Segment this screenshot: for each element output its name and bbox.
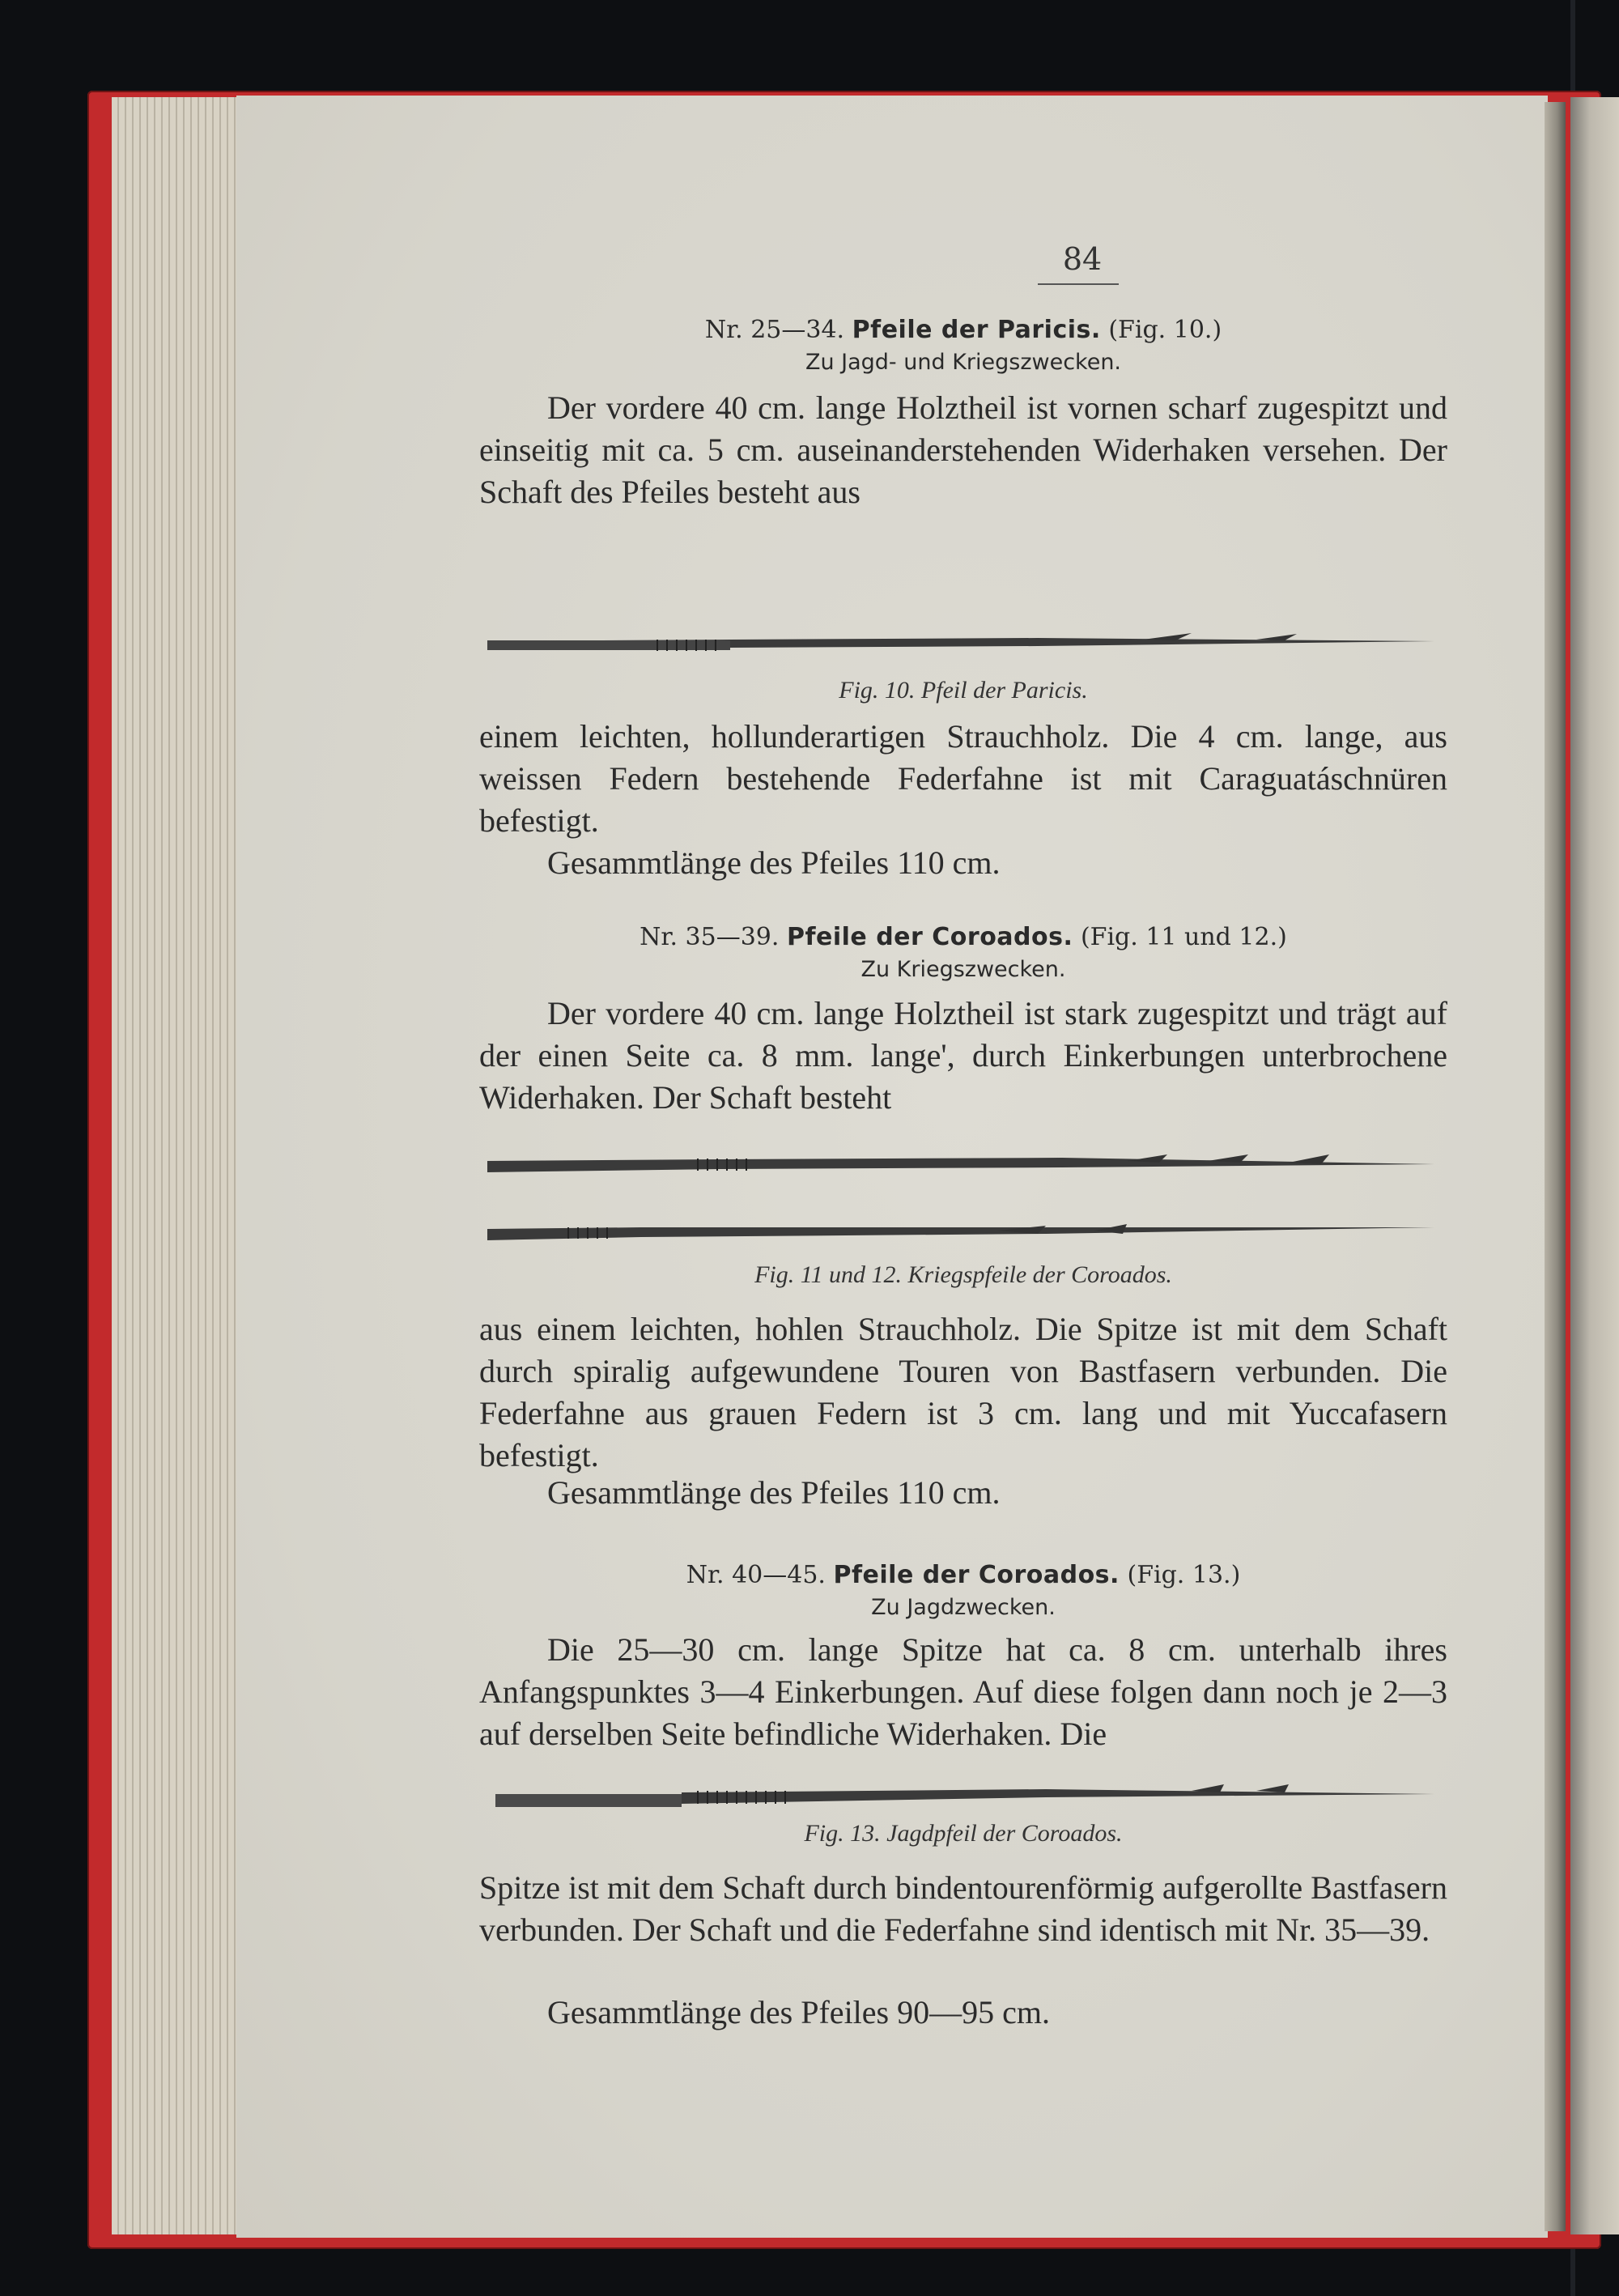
arrow-figure-12 [479, 1216, 1451, 1252]
entry-purpose: Zu Kriegszwecken. [860, 957, 1066, 982]
entry-heading [479, 314, 1447, 379]
entry-purpose: Zu Jagd- und Kriegszwecken. [805, 350, 1122, 375]
arrow-figure-13 [479, 1779, 1451, 1812]
entry-figure-ref: (Fig. 11 und 12.) [1080, 923, 1287, 951]
book-page [236, 96, 1548, 2238]
entry-number: Nr. 25—34. [704, 316, 845, 344]
entry-figure-ref: (Fig. 10.) [1108, 316, 1222, 344]
entry-number: Nr. 40—45. [686, 1561, 826, 1589]
paragraph: Gesammtlänge des Pfeiles 110 cm. [547, 844, 1001, 881]
entry-heading [479, 1559, 1447, 1624]
entry-number: Nr. 35—39. [640, 923, 780, 951]
page-right-edge [1545, 102, 1566, 2231]
entry-name: Pfeile der Coroados. [833, 1561, 1120, 1589]
figure-caption: Fig. 13. Jagdpfeil der Coroados. [804, 1820, 1123, 1847]
paragraph: Gesammtlänge des Pfeiles 90—95 cm. [547, 1994, 1050, 2030]
paragraph: Spitze ist mit dem Schaft durch bindentourenförmig aufgerollte Bastfasern verbunden. Der Schaft und die Federfahne sind identisch mit Nr. 35—39. [479, 1869, 1447, 1948]
paragraph: einem leichten, hollunderartigen Strauchholz. Die 4 cm. lange, aus weissen Federn bestehende Federfahne ist mit Caraguatáschnüren befestigt. [479, 718, 1447, 839]
arrow-figure-10 [479, 627, 1451, 662]
entry-figure-ref: (Fig. 13.) [1127, 1561, 1241, 1589]
page-number: 84 [1062, 241, 1103, 277]
paragraph: aus einem leichten, hohlen Strauchholz. Die Spitze ist mit dem Schaft durch spiralig aufgewundene Touren von Bastfasern verbunden. Die Federfahne aus grauen Federn ist 3 cm. lang und mit Yuccafasern befestigt. [479, 1311, 1447, 1473]
page-edges [112, 97, 241, 2234]
paragraph: Der vordere 40 cm. lange Holztheil ist vornen scharf zugespitzt und einseitig mit ca. 5 cm. auseinanderstehenden Widerhaken versehen. Der Schaft des Pfeiles besteht aus [479, 389, 1447, 510]
entry-purpose: Zu Jagdzwecken. [871, 1595, 1056, 1620]
entry-name: Pfeile der Paricis. [852, 316, 1101, 344]
figure-caption: Fig. 10. Pfeil der Paricis. [839, 677, 1088, 704]
paragraph: Die 25—30 cm. lange Spitze hat ca. 8 cm. unterhalb ihres Anfangspunktes 3—4 Einkerbungen. Auf diese folgen dann noch je 2—3 auf derselben Seite befindliche Widerhaken. Die [479, 1631, 1447, 1752]
paragraph: Gesammtlänge des Pfeiles 110 cm. [547, 1474, 1001, 1511]
entry-name: Pfeile der Coroados. [786, 923, 1073, 951]
text-block [479, 96, 1619, 2238]
page-number-rule [1038, 283, 1119, 285]
arrow-figure-11 [479, 1145, 1451, 1185]
entry-heading [479, 921, 1447, 986]
paragraph: Der vordere 40 cm. lange Holztheil ist stark zugespitzt und trägt auf der einen Seite ca. 8 mm. lange', durch Einkerbungen unterbrochene Widerhaken. Der Schaft besteht [479, 995, 1447, 1116]
figure-caption: Fig. 11 und 12. Kriegspfeile der Coroados. [754, 1261, 1172, 1288]
